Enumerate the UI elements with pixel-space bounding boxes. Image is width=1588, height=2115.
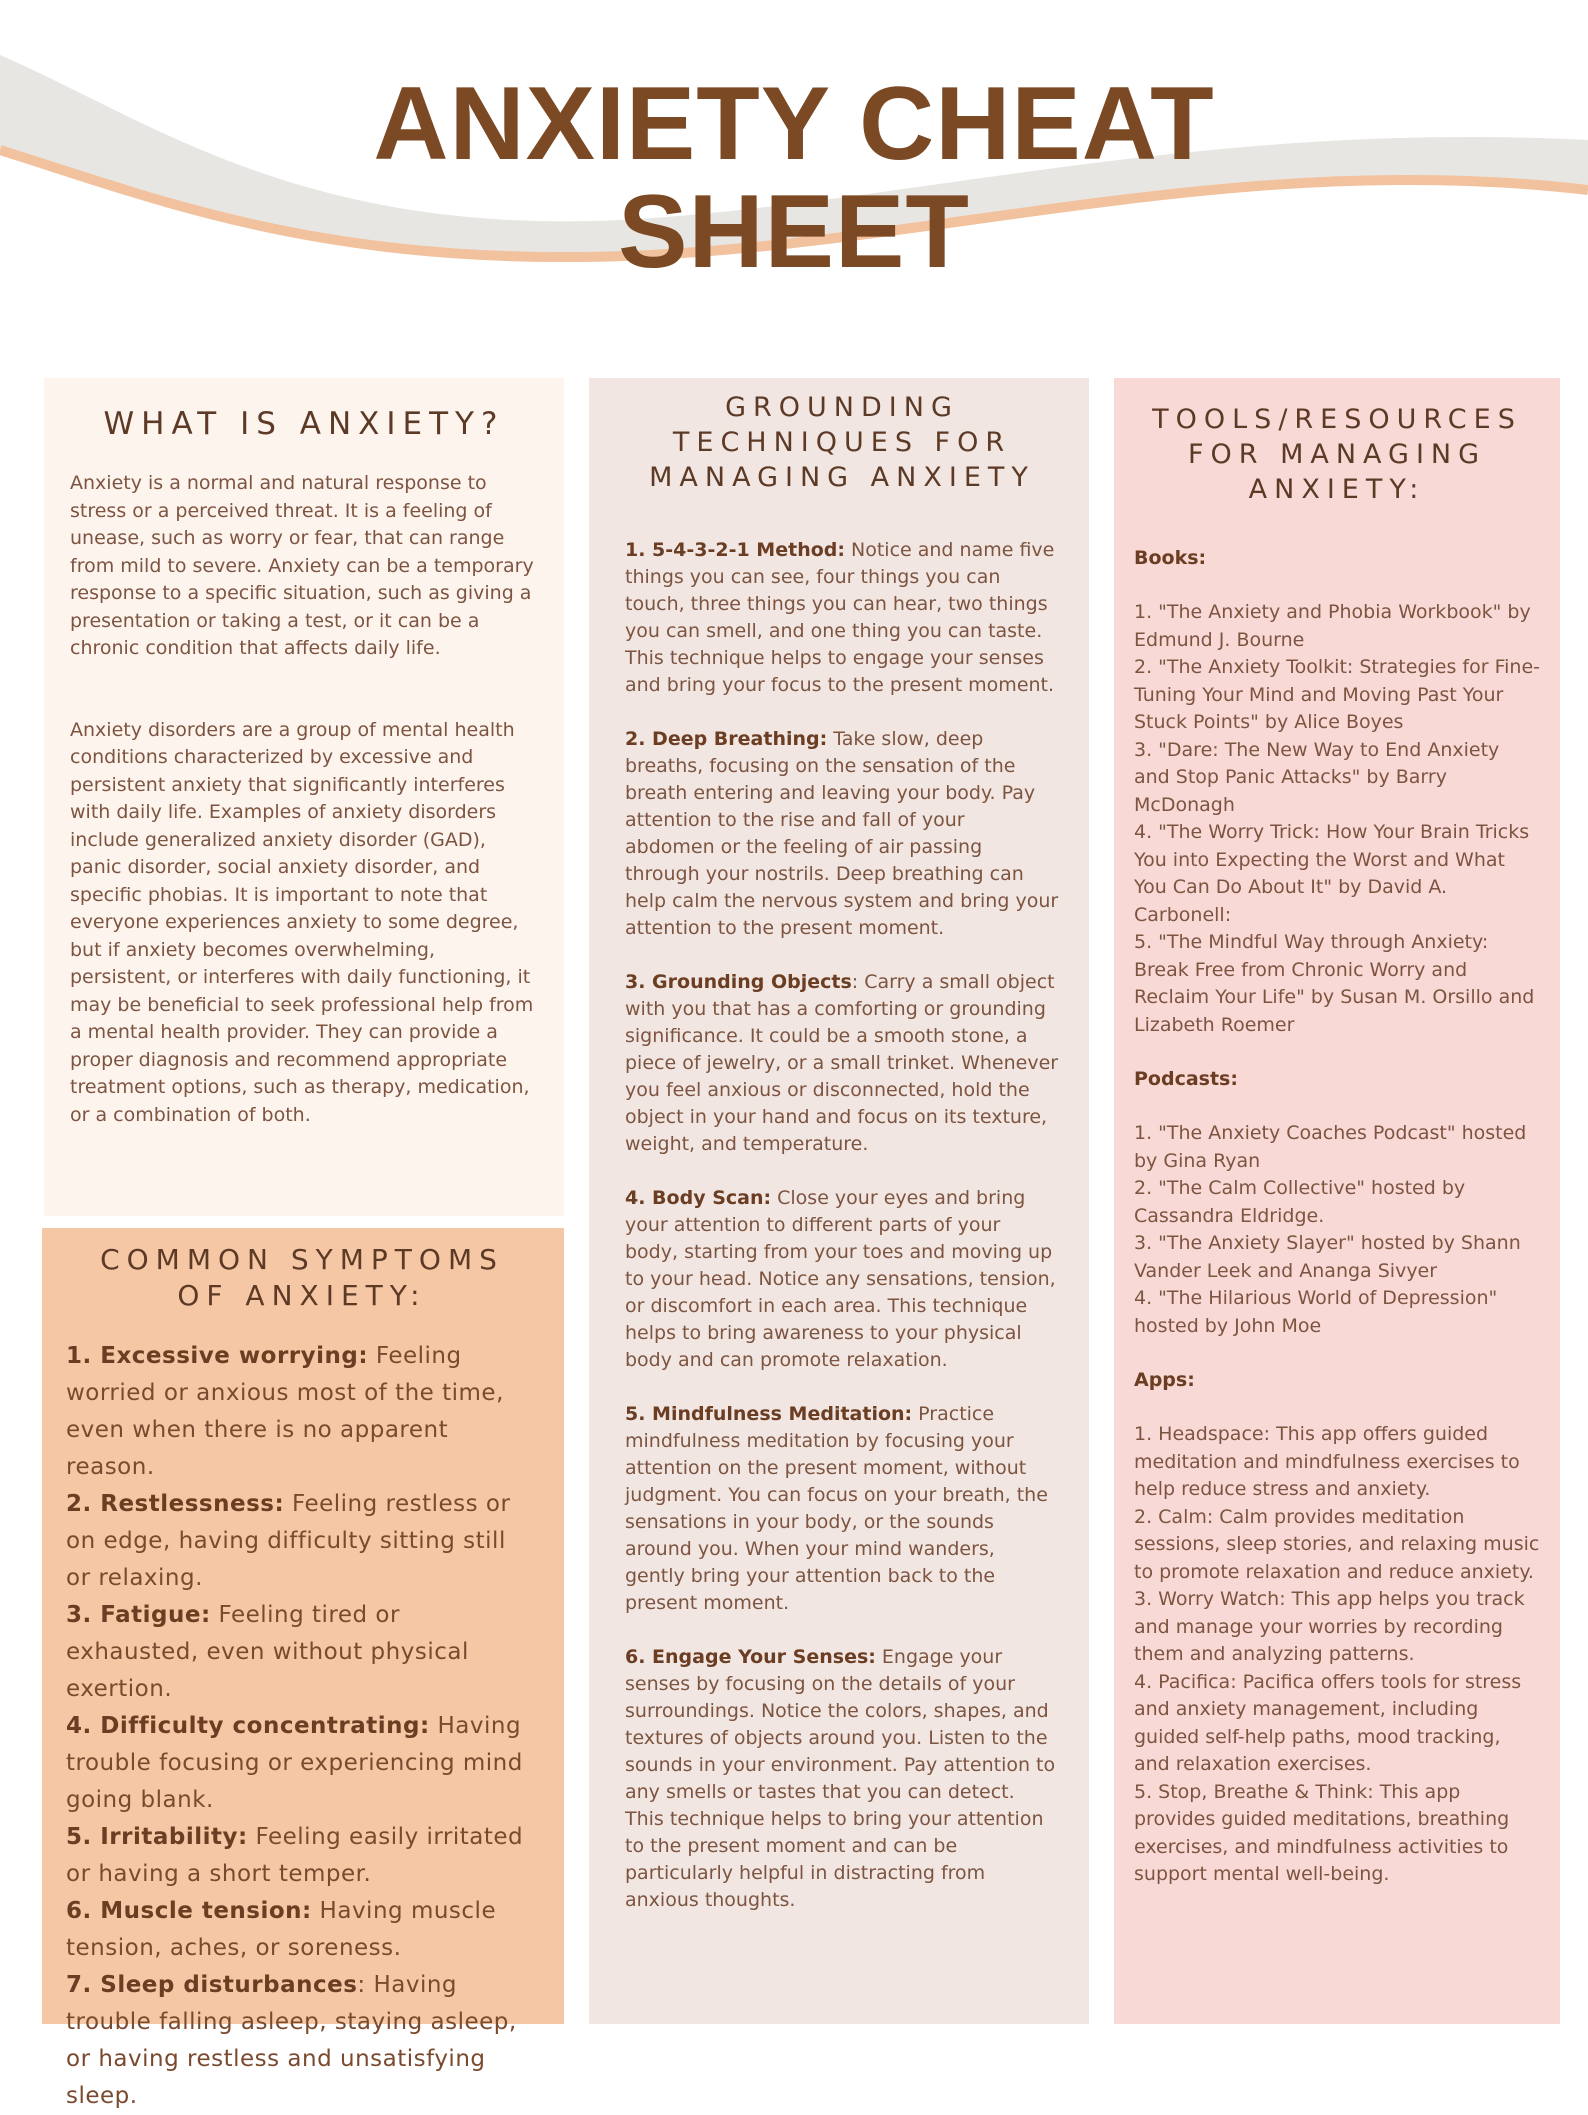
podcasts-title: Podcasts: <box>1134 1068 1238 1090</box>
app-item: 1. Headspace: This app offers guided meditation and mindfulness exercises to help reduce stress and anxiety. <box>1134 1423 1520 1500</box>
grounding-heading <box>625 390 1059 495</box>
symptom-label: 6. Muscle tension: <box>66 1898 312 1924</box>
symptom-text: Feeling restless or on edge, having difficulty sitting still or relaxing. <box>66 1491 511 1591</box>
technique-item <box>625 1401 1059 1617</box>
technique-text: Notice and name five things you can see, four things you can touch, three things you can hear, two things you can smell, and one thing you can taste. This technique helps to engage your senses and bring your focus to the present moment. <box>625 539 1055 696</box>
symptoms-heading-line-2: OF ANXIETY: <box>177 1279 427 1312</box>
symptom-item <box>66 1597 538 1708</box>
tools-heading-line-1: TOOLS/RESOURCES <box>1152 404 1522 435</box>
technique-item <box>625 1644 1059 1914</box>
podcast-item: 4. "The Hilarious World of Depression" hosted by John Moe <box>1134 1287 1498 1337</box>
books-title: Books: <box>1134 547 1207 569</box>
common-symptoms-panel <box>42 1228 564 2109</box>
book-item: 4. "The Worry Trick: How Your Brain Tricks You into Expecting the Worst and What You Can Do About It" by David A. Carbonell: <box>1134 821 1530 926</box>
technique-label: 5. Mindfulness Meditation: <box>625 1403 913 1425</box>
what-is-anxiety-panel <box>44 378 564 1216</box>
grounding-heading-line-3: MANAGING ANXIETY <box>649 462 1035 493</box>
technique-label: 1. 5-4-3-2-1 Method: <box>625 539 845 561</box>
book-item: 5. "The Mindful Way through Anxiety: Break Free from Chronic Worry and Reclaim Your Life" by Susan M. Orsillo and Lizabeth Roemer <box>1134 931 1535 1036</box>
apps-title: Apps: <box>1134 1369 1195 1391</box>
what-paragraph-2: Anxiety disorders are a group of mental health conditions characterized by excessive and persistent anxiety that significantly interferes with daily life. Examples of anxiety disorders include generalized anxiety disorder (GAD), panic disorder, social anxiety disorder, and specific phobias. It is important to note that everyone experiences anxiety to some degree, but if anxiety becomes overwhelming, persistent, or interferes with daily functioning, it may be beneficial to seek professional help from a mental health provider. They can provide a proper diagnosis and recommend appropriate treatment options, such as therapy, medication, or a combination of both. <box>70 718 534 1126</box>
app-item: 4. Pacifica: Pacifica offers tools for stress and anxiety management, including guided self-help paths, mood tracking, and relaxation exercises. <box>1134 1670 1522 1775</box>
symptom-text: Feeling worried or anxious most of the time, even when there is no apparent reason. <box>66 1343 504 1480</box>
symptom-label: 3. Fatigue: <box>66 1602 211 1628</box>
podcast-item: 3. "The Anxiety Slayer" hosted by Shann Vander Leek and Ananga Sivyer <box>1134 1232 1521 1282</box>
symptom-label: 7. Sleep disturbances <box>66 1972 358 1998</box>
tools-heading-line-3: ANXIETY: <box>1248 474 1426 505</box>
book-item: 3. "Dare: The New Way to End Anxiety and Stop Panic Attacks" by Barry McDonagh <box>1134 738 1500 816</box>
symptom-text: : Having trouble falling asleep, staying asleep, or having restless and unsatisfying sleep. <box>66 1972 517 2109</box>
title-line-2: SHEET <box>618 174 970 290</box>
symptoms-list <box>66 1338 538 2115</box>
symptom-text: Feeling easily irritated or having a short temper. <box>66 1824 524 1887</box>
symptom-item <box>66 1486 538 1597</box>
books-list <box>1134 599 1540 1039</box>
symptom-label: 2. Restlessness: <box>66 1491 285 1517</box>
tools-heading <box>1134 402 1540 507</box>
technique-label: 3. Grounding Objects <box>625 971 852 993</box>
technique-label: 4. Body Scan: <box>625 1187 772 1209</box>
apps-list <box>1134 1421 1540 1889</box>
symptom-item <box>66 1967 538 2115</box>
what-is-anxiety-heading: WHAT IS ANXIETY? <box>103 406 505 442</box>
symptom-text: Feeling tired or exhausted, even without physical exertion. <box>66 1602 469 1702</box>
grounding-techniques-panel <box>589 378 1089 2024</box>
technique-item <box>625 726 1059 942</box>
technique-item <box>625 969 1059 1158</box>
what-paragraph-1: Anxiety is a normal and natural response to stress or a perceived threat. It is a feeling of unease, such as worry or fear, that can range from mild to severe. Anxiety can be a temporary response to a specific situation, such as giving a presentation or taking a test, or it can be a chronic condition that affects daily life. <box>70 472 534 659</box>
symptoms-heading <box>66 1242 538 1314</box>
book-item: 1. "The Anxiety and Phobia Workbook" by Edmund J. Bourne <box>1134 601 1531 651</box>
technique-item <box>625 537 1059 699</box>
grounding-heading-line-2: TECHNIQUES FOR <box>672 427 1012 458</box>
technique-text: Take slow, deep breaths, focusing on the sensation of the breath entering and leaving your body. Pay attention to the rise and fall of your abdomen or the feeling of air passing through your nostrils. Deep breathing can help calm the nervous system and bring your attention to the present moment. <box>625 728 1059 939</box>
title-line-1: ANXIETY CHEAT <box>373 66 1215 182</box>
technique-item <box>625 1185 1059 1374</box>
symptom-item <box>66 1338 538 1486</box>
symptom-label: 5. Irritability: <box>66 1824 248 1850</box>
tools-heading-line-2: FOR MANAGING <box>1187 439 1487 470</box>
podcast-item: 1. "The Anxiety Coaches Podcast" hosted by Gina Ryan <box>1134 1122 1527 1172</box>
grounding-list <box>625 537 1059 1914</box>
tools-resources-panel <box>1114 378 1560 2024</box>
symptom-label: 4. Difficulty concentrating: <box>66 1713 430 1739</box>
symptom-text: Having muscle tension, aches, or soreness. <box>66 1898 497 1961</box>
podcast-item: 2. "The Calm Collective" hosted by Cassandra Eldridge. <box>1134 1177 1466 1227</box>
symptom-item <box>66 1708 538 1819</box>
symptom-item <box>66 1893 538 1967</box>
symptoms-heading-line-1: COMMON SYMPTOMS <box>100 1243 504 1276</box>
technique-text: Engage your senses by focusing on the details of your surroundings. Notice the colors, shapes, and textures of objects around you. Listen to the sounds in your environment. Pay attention to any smells or tastes that you can detect. This technique helps to bring your attention to the present moment and can be particularly helpful in distracting from anxious thoughts. <box>625 1646 1056 1911</box>
podcasts-list <box>1134 1120 1540 1340</box>
app-item: 5. Stop, Breathe & Think: This app provides guided meditations, breathing exercises, and mindfulness activities to support mental well-being. <box>1134 1780 1510 1885</box>
symptom-text: Having trouble focusing or experiencing mind going blank. <box>66 1713 523 1813</box>
page-title <box>0 66 1588 290</box>
symptom-item <box>66 1819 538 1893</box>
symptom-label: 1. Excessive worrying: <box>66 1343 369 1369</box>
app-item: 3. Worry Watch: This app helps you track and manage your worries by recording them and analyzing patterns. <box>1134 1588 1525 1665</box>
grounding-heading-line-1: GROUNDING <box>725 392 959 423</box>
technique-label: 2. Deep Breathing: <box>625 728 828 750</box>
app-item: 2. Calm: Calm provides meditation sessions, sleep stories, and relaxing music to promote relaxation and reduce anxiety. <box>1134 1505 1540 1583</box>
technique-text: : Carry a small object with you that has a comforting or grounding significance. It could be a smooth stone, a piece of jewelry, or a small trinket. Whenever you feel anxious or disconnected, hold the object in your hand and focus on its texture, weight, and temperature. <box>625 971 1059 1155</box>
technique-text: Close your eyes and bring your attention to different parts of your body, starting from your toes and moving up to your head. Notice any sensations, tension, or discomfort in each area. This technique helps to bring awareness to your physical body and can promote relaxation. <box>625 1187 1056 1371</box>
technique-text: Practice mindfulness meditation by focusing your attention on the present moment, without judgment. You can focus on your breath, the sensations in your body, or the sounds around you. When your mind wanders, gently bring your attention back to the present moment. <box>625 1403 1048 1614</box>
book-item: 2. "The Anxiety Toolkit: Strategies for Fine-Tuning Your Mind and Moving Past Your Stuck Points" by Alice Boyes <box>1134 656 1540 733</box>
technique-label: 6. Engage Your Senses: <box>625 1646 876 1668</box>
